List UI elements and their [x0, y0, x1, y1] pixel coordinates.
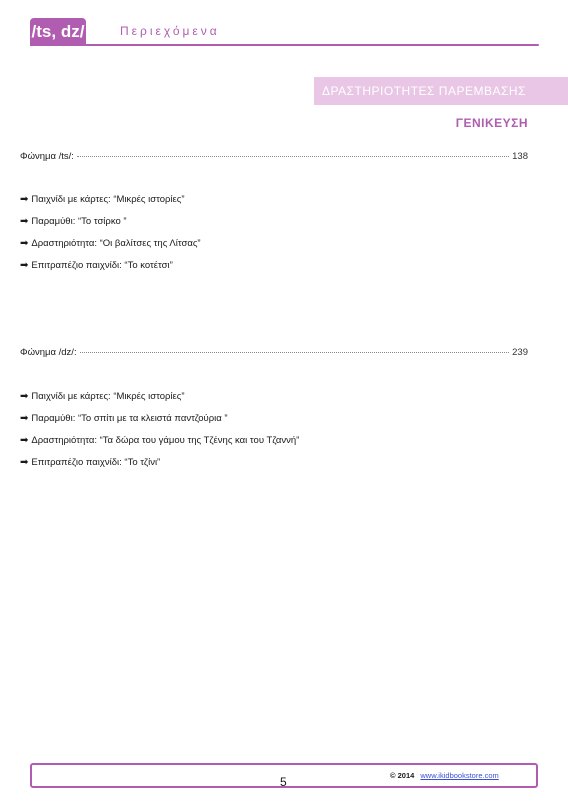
list-item[interactable]	[20, 386, 299, 408]
activity-list-ts	[20, 189, 201, 277]
list-item-label: Παραμύθι: “Το σπίτι με τα κλειστά παντζούρια ”	[31, 413, 228, 424]
list-item-label: Παιχνίδι με κάρτες: “Μικρές ιστορίες”	[31, 391, 185, 402]
list-item-label: Επιτραπέζιο παιχνίδι: “Το κοτέτσι”	[31, 260, 173, 271]
list-item[interactable]	[20, 211, 201, 233]
list-item-label: Επιτραπέζιο παιχνίδι: “Το τζίνι”	[31, 457, 161, 468]
activity-list-dz	[20, 386, 299, 474]
copyright-notice	[390, 771, 499, 780]
right-arrow-icon: ➡	[20, 260, 29, 271]
right-arrow-icon: ➡	[20, 238, 29, 249]
right-arrow-icon: ➡	[20, 435, 29, 446]
header-divider	[30, 44, 539, 46]
list-item[interactable]	[20, 189, 201, 211]
list-item[interactable]	[20, 255, 201, 277]
toc-entry-label: Φώνημα /dz/:	[20, 347, 77, 358]
toc-entry-dz[interactable]	[20, 347, 528, 358]
list-item[interactable]	[20, 430, 299, 452]
right-arrow-icon: ➡	[20, 391, 29, 402]
list-item-label: Παραμύθι: “Το τσίρκο ”	[31, 216, 127, 227]
list-item[interactable]	[20, 408, 299, 430]
copyright-text: © 2014	[390, 771, 415, 780]
list-item[interactable]	[20, 233, 201, 255]
right-arrow-icon: ➡	[20, 457, 29, 468]
dot-leader	[77, 156, 509, 157]
right-arrow-icon: ➡	[20, 194, 29, 205]
page-title: Περιεχόμενα	[120, 24, 220, 38]
toc-entry-ts[interactable]	[20, 151, 528, 162]
dot-leader	[80, 352, 510, 353]
list-item-label: Δραστηριότητα: “Τα δώρα του γάμου της Τζένης και του Τζαννή”	[31, 435, 300, 446]
right-arrow-icon: ➡	[20, 413, 29, 424]
page-number: 5	[280, 775, 287, 789]
list-item-label: Δραστηριότητα: “Οι βαλίτσες της Λίτσας”	[31, 238, 201, 249]
bookstore-link[interactable]: www.ikidbookstore.com	[420, 771, 499, 780]
list-item[interactable]	[20, 452, 299, 474]
header-badge: /ts, dz/	[30, 18, 86, 46]
section-subheading: ΓΕΝΙΚΕΥΣΗ	[455, 116, 528, 130]
right-arrow-icon: ➡	[20, 216, 29, 227]
toc-page-number: 138	[512, 151, 528, 162]
toc-entry-label: Φώνημα /ts/:	[20, 151, 74, 162]
section-title: ΔΡΑΣΤΗΡΙΟΤΗΤΕΣ ΠΑΡΕΜΒΑΣΗΣ	[322, 84, 526, 98]
list-item-label: Παιχνίδι με κάρτες: “Μικρές ιστορίες”	[31, 194, 185, 205]
toc-page-number: 239	[512, 347, 528, 358]
